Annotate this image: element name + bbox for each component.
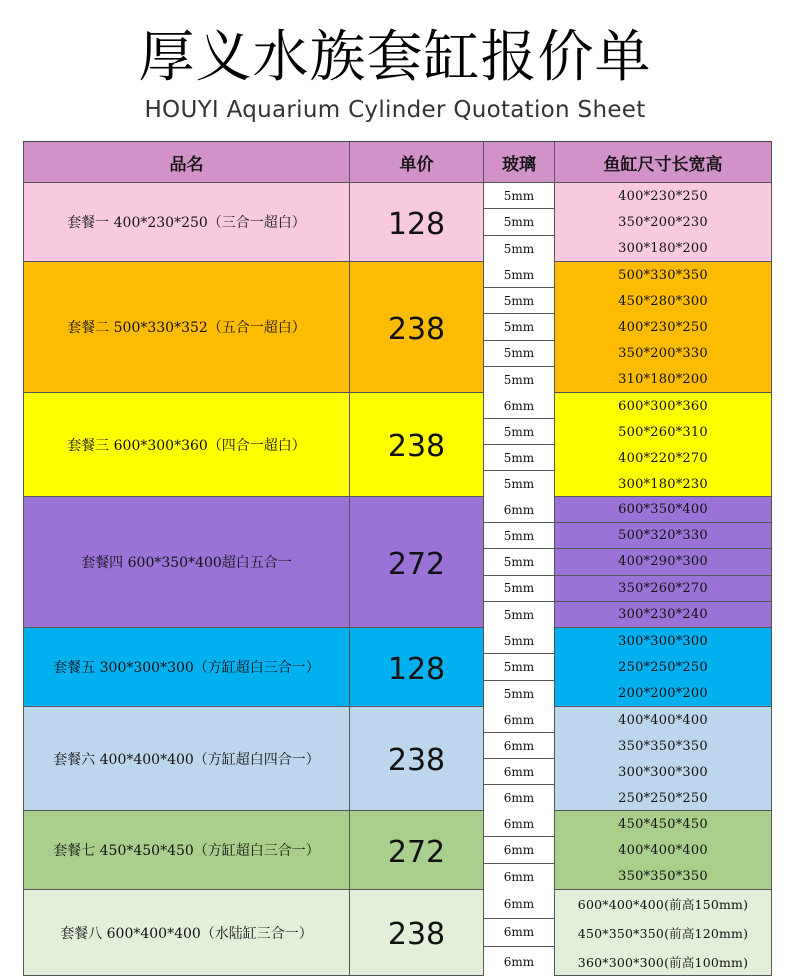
glass-thickness: 5mm: [484, 523, 554, 549]
package-price: 238: [387, 917, 446, 952]
tank-size: 360*300*300(前高100mm): [577, 954, 749, 970]
package-name: 套餐二 500*330*352（五合一超白）: [67, 320, 306, 336]
glass-thickness: 6mm: [484, 393, 554, 419]
tank-size: 350*350*350: [618, 738, 708, 754]
glass-thickness-cell: [483, 811, 554, 889]
tank-size: 250*250*250: [618, 790, 708, 806]
glass-thickness: 5mm: [484, 471, 554, 497]
tank-size: 400*220*270: [618, 450, 708, 466]
package-price: 272: [387, 546, 446, 582]
tank-size: 300*300*300: [618, 764, 708, 780]
glass-thickness: 5mm: [484, 183, 554, 209]
package-row: [23, 628, 772, 707]
tank-size: 310*180*200: [618, 372, 708, 388]
tank-size: 400*400*400: [618, 842, 708, 858]
glass-thickness: 5mm: [484, 236, 554, 262]
package-price: 128: [387, 651, 446, 687]
tank-size: 350*350*350: [618, 869, 708, 885]
package-row: [23, 811, 772, 890]
glass-thickness: 5mm: [484, 681, 554, 707]
package-price-cell: [349, 628, 483, 706]
glass-thickness: 6mm: [484, 811, 554, 837]
glass-thickness-cell: [483, 183, 554, 261]
tank-size-cell: [554, 890, 772, 975]
package-name: 套餐七 450*450*450（方缸超白三合一）: [53, 843, 320, 859]
package-name-cell: [23, 628, 349, 706]
package-price-cell: [349, 497, 483, 627]
package-row: [23, 393, 772, 497]
package-price-cell: [349, 262, 483, 392]
page-title: 厚义水族套缸报价单: [138, 25, 652, 90]
glass-thickness-cell: [483, 393, 554, 496]
tank-size: 400*230*250: [618, 319, 708, 335]
tank-size-cell: [554, 707, 772, 810]
tank-size: 450*280*300: [618, 293, 708, 309]
tank-size: 600*300*360: [618, 398, 708, 414]
package-price-cell: [349, 183, 483, 261]
package-name-cell: [23, 393, 349, 496]
package-row: [23, 497, 772, 628]
glass-thickness: 6mm: [484, 759, 554, 785]
tank-size: 400*230*250: [618, 188, 708, 204]
tank-size: 250*250*250: [618, 659, 708, 675]
tank-size-cell: [554, 497, 772, 627]
glass-thickness-cell: [483, 890, 554, 975]
glass-thickness: 5mm: [484, 367, 554, 393]
tank-size-cell: [554, 183, 772, 261]
glass-thickness: 5mm: [484, 288, 554, 314]
page-subtitle: HOUYI Aquarium Cylinder Quotation Sheet: [144, 97, 646, 123]
package-row: [23, 262, 772, 393]
package-price: 238: [387, 311, 446, 347]
package-name-cell: [23, 497, 349, 627]
package-price-cell: [349, 707, 483, 810]
glass-thickness-cell: [483, 262, 554, 392]
package-name-cell: [23, 707, 349, 810]
glass-thickness: 5mm: [484, 341, 554, 367]
glass-thickness: 6mm: [484, 497, 554, 523]
package-name-cell: [23, 183, 349, 261]
glass-thickness: 6mm: [484, 890, 554, 919]
package-name: 套餐六 400*400*400（方缸超白四合一）: [53, 751, 320, 768]
tank-size-cell: [554, 393, 772, 496]
glass-thickness: 5mm: [484, 314, 554, 340]
package-price: 128: [387, 206, 446, 242]
package-price: 238: [387, 429, 446, 464]
header-glass: 玻璃: [483, 142, 554, 182]
glass-thickness: 5mm: [484, 549, 554, 575]
tank-size: 200*200*200: [618, 686, 708, 702]
glass-thickness: 5mm: [484, 576, 554, 602]
package-price-cell: [349, 890, 483, 975]
tank-size: 450*450*450: [618, 816, 708, 832]
tank-size: 300*180*200: [618, 241, 708, 257]
package-name: 套餐四 600*350*400超白五合一: [81, 555, 292, 571]
package-name: 套餐八 600*400*400（水陆缸三合一）: [60, 925, 313, 942]
glass-thickness: 6mm: [484, 864, 554, 890]
tank-size: 600*400*400(前高150mm): [577, 897, 749, 913]
package-row: [23, 890, 772, 976]
package-row: [23, 707, 772, 811]
package-row: [23, 183, 772, 262]
glass-thickness-cell: [483, 497, 554, 627]
glass-thickness: 6mm: [484, 707, 554, 733]
quotation-table: [23, 141, 772, 975]
tank-size: 600*350*400: [555, 497, 771, 523]
package-name-cell: [23, 262, 349, 392]
tank-size: 300*180*230: [618, 476, 708, 492]
table-header-row: [23, 142, 772, 183]
package-price: 272: [387, 834, 446, 870]
package-price-cell: [349, 811, 483, 889]
tank-size: 400*400*400: [618, 712, 708, 728]
tank-size: 350*200*230: [618, 214, 708, 230]
glass-thickness: 5mm: [484, 654, 554, 680]
glass-thickness: 5mm: [484, 445, 554, 471]
package-price-cell: [349, 393, 483, 496]
package-name-cell: [23, 890, 349, 975]
tank-size-cell: [554, 262, 772, 392]
tank-size: 400*290*300: [555, 549, 771, 575]
glass-thickness: 5mm: [484, 602, 554, 628]
glass-thickness: 5mm: [484, 209, 554, 235]
tank-size-cell: [554, 811, 772, 889]
tank-size: 350*200*330: [618, 346, 708, 362]
glass-thickness: 5mm: [484, 419, 554, 445]
glass-thickness: 6mm: [484, 785, 554, 811]
glass-thickness-cell: [483, 628, 554, 706]
tank-size-cell: [554, 628, 772, 706]
header-unit-price: 单价: [349, 142, 483, 182]
glass-thickness: 6mm: [484, 919, 554, 948]
tank-size: 350*260*270: [555, 576, 771, 602]
glass-thickness: 6mm: [484, 733, 554, 759]
glass-thickness: 5mm: [484, 628, 554, 654]
glass-thickness: 5mm: [484, 262, 554, 288]
glass-thickness: 6mm: [484, 947, 554, 976]
glass-thickness-cell: [483, 707, 554, 810]
tank-size: 300*300*300: [618, 633, 708, 649]
tank-size: 300*230*240: [618, 607, 708, 623]
package-name: 套餐一 400*230*250（三合一超白）: [67, 215, 306, 231]
tank-size: 500*260*310: [618, 424, 708, 440]
header-product-name: 品名: [23, 142, 349, 182]
tank-size: 450*350*350(前高120mm): [577, 925, 749, 941]
package-name: 套餐三 600*300*360（四合一超白）: [67, 437, 306, 454]
tank-size: 500*330*350: [618, 267, 708, 283]
package-name-cell: [23, 811, 349, 889]
package-name: 套餐五 300*300*300（方缸超白三合一）: [53, 660, 320, 676]
package-price: 238: [387, 743, 446, 778]
tank-size: 500*320*330: [555, 523, 771, 549]
header-tank-size: 鱼缸尺寸长宽高: [554, 142, 772, 182]
glass-thickness: 6mm: [484, 837, 554, 863]
